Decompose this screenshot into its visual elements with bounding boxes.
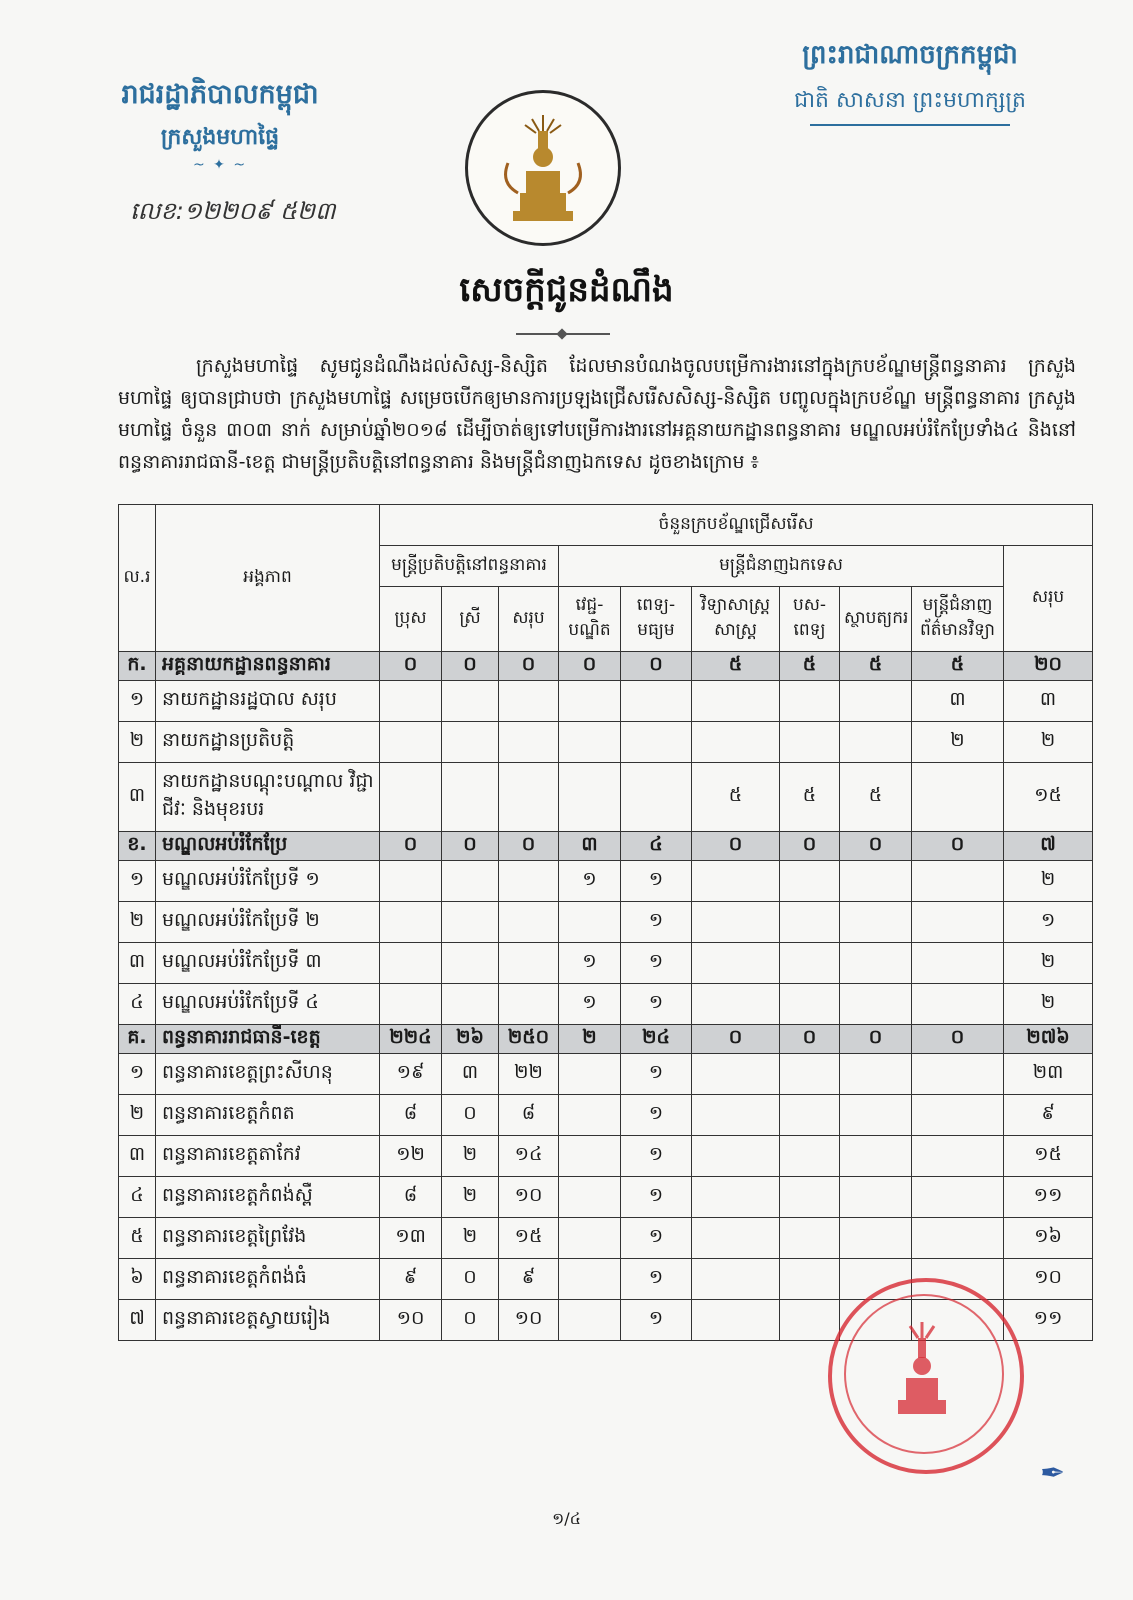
motto-underline [810, 124, 1010, 126]
table-row [119, 943, 1093, 984]
row-number: ២ [119, 902, 156, 943]
quota-cell: ១ [559, 984, 621, 1025]
quota-cell [780, 1218, 840, 1259]
header-pharmacist: បស- ពេទ្យ [780, 587, 840, 652]
quota-cell [840, 902, 912, 943]
quota-cell [380, 984, 442, 1025]
quota-cell: ១០ [380, 1300, 442, 1341]
quota-cell: ០ [442, 1095, 499, 1136]
quota-cell: ០ [780, 832, 840, 861]
quota-cell [692, 1054, 780, 1095]
quota-cell: ៤ [621, 832, 692, 861]
quota-cell [840, 722, 912, 763]
quota-cell: ១ [621, 943, 692, 984]
quota-cell: ០ [499, 832, 559, 861]
page-number: ១/៤ [552, 1509, 581, 1528]
quota-cell [692, 1095, 780, 1136]
row-total-cell: ១១ [1004, 1300, 1093, 1341]
row-entity-name: ពន្ធនាគារខេត្តកំពង់ធំ [156, 1259, 380, 1300]
quota-cell: ១៥ [499, 1218, 559, 1259]
quota-cell [499, 902, 559, 943]
quota-cell [692, 984, 780, 1025]
quota-cell: ៥ [840, 652, 912, 681]
quota-cell: ៣ [912, 681, 1004, 722]
row-number: ក. [119, 652, 156, 681]
quota-cell [840, 861, 912, 902]
quota-cell: ១ [621, 1177, 692, 1218]
document-number: លេខ:១២២០៩ ៥២៣ [130, 197, 336, 225]
table-row [119, 1095, 1093, 1136]
quota-cell [912, 861, 1004, 902]
quota-cell: ១ [559, 861, 621, 902]
row-number: ៦ [119, 1259, 156, 1300]
row-entity-name: ពន្ធនាគារខេត្តព្រៃវែង [156, 1218, 380, 1259]
row-entity-name: ពន្ធនាគារខេត្តកំពត [156, 1095, 380, 1136]
quota-cell: ០ [912, 832, 1004, 861]
row-entity-name: ពន្ធនាគារខេត្តព្រះសីហនុ [156, 1054, 380, 1095]
header-subtotal: សរុប [499, 587, 559, 652]
row-total-cell: ២ [1004, 984, 1093, 1025]
quota-cell: ០ [912, 1025, 1004, 1054]
quota-cell: ០ [380, 832, 442, 861]
header-no: ល.រ [119, 505, 156, 652]
row-entity-name: មណ្ឌលអប់រំកែប្រែទី ២ [156, 902, 380, 943]
quota-cell [380, 681, 442, 722]
row-total-cell: ២៣ [1004, 1054, 1093, 1095]
table-row [119, 861, 1093, 902]
quota-cell: ១ [559, 943, 621, 984]
quota-cell [692, 943, 780, 984]
quota-cell: ២២៤ [380, 1025, 442, 1054]
quota-cell: ១ [621, 1136, 692, 1177]
quota-cell: ១ [621, 1218, 692, 1259]
quota-cell [780, 722, 840, 763]
quota-cell [780, 1300, 840, 1341]
table-row [119, 763, 1093, 832]
quota-cell [621, 763, 692, 832]
row-number: ៣ [119, 1136, 156, 1177]
row-total-cell: ២ [1004, 722, 1093, 763]
quota-cell [559, 1054, 621, 1095]
quota-cell [692, 861, 780, 902]
quota-cell: ០ [442, 1259, 499, 1300]
quota-cell [380, 943, 442, 984]
row-entity-name: នាយកដ្ឋានប្រតិបត្តិ [156, 722, 380, 763]
row-number: ២ [119, 1095, 156, 1136]
row-number: ៣ [119, 763, 156, 832]
quota-cell [780, 902, 840, 943]
quota-cell [912, 1136, 1004, 1177]
quota-cell: ០ [621, 652, 692, 681]
header-male: ប្រុស [380, 587, 442, 652]
header-quota-group: ចំនួនក្របខ័ណ្ឌជ្រើសរើស [380, 505, 1093, 546]
row-number: ១ [119, 681, 156, 722]
quota-cell [380, 763, 442, 832]
quota-cell [380, 722, 442, 763]
quota-cell [692, 722, 780, 763]
header-mid-doctor: ពេទ្យ- មធ្យម [621, 587, 692, 652]
quota-cell [692, 1259, 780, 1300]
table-row [119, 1218, 1093, 1259]
quota-cell: ១០ [499, 1300, 559, 1341]
quota-cell [559, 681, 621, 722]
table-row [119, 681, 1093, 722]
quota-cell: ១ [621, 902, 692, 943]
kingdom-header [745, 38, 1075, 126]
quota-cell [559, 763, 621, 832]
table-row [119, 1054, 1093, 1095]
quota-cell: ១២ [380, 1136, 442, 1177]
quota-cell [499, 681, 559, 722]
quota-cell: ២ [442, 1218, 499, 1259]
row-total-cell: ២ [1004, 861, 1093, 902]
row-total-cell: ២៧៦ [1004, 1025, 1093, 1054]
quota-cell [780, 1054, 840, 1095]
row-entity-name: មណ្ឌលអប់រំកែប្រែ [156, 832, 380, 861]
quota-cell [442, 943, 499, 984]
quota-cell [559, 1095, 621, 1136]
recruitment-quota-table [118, 504, 1093, 1341]
row-entity-name: ពន្ធនាគារខេត្តតាកែវ [156, 1136, 380, 1177]
header-total: សរុប [1004, 546, 1093, 652]
row-total-cell: ១១ [1004, 1177, 1093, 1218]
quota-cell [780, 1259, 840, 1300]
quota-cell [780, 1095, 840, 1136]
header-doctor: វេជ្ជ- បណ្ឌិត [559, 587, 621, 652]
quota-cell [559, 1177, 621, 1218]
quota-cell: ០ [499, 652, 559, 681]
quota-cell: ៨ [380, 1177, 442, 1218]
quota-cell [780, 943, 840, 984]
quota-cell [840, 984, 912, 1025]
quota-cell [442, 722, 499, 763]
quota-cell [621, 681, 692, 722]
quota-cell [499, 861, 559, 902]
row-number: ៥ [119, 1218, 156, 1259]
quota-cell: ៥ [840, 763, 912, 832]
quota-cell [692, 902, 780, 943]
quota-cell [780, 861, 840, 902]
quota-cell [840, 1136, 912, 1177]
quota-cell: ៥ [780, 763, 840, 832]
row-total-cell: ៩ [1004, 1095, 1093, 1136]
row-total-cell: ១៥ [1004, 763, 1093, 832]
quota-cell: ៥ [912, 652, 1004, 681]
row-total-cell: ១៥ [1004, 1136, 1093, 1177]
quota-cell: ០ [380, 652, 442, 681]
row-entity-name: នាយកដ្ឋានបណ្ដុះបណ្ដាល វិជ្ជាជីវៈ និងមុខរបរ [156, 763, 380, 832]
row-total-cell: ៧ [1004, 832, 1093, 861]
quota-cell [912, 1054, 1004, 1095]
quota-cell: ១ [621, 861, 692, 902]
header-specialist-officers: មន្ត្រីជំនាញឯកទេស [559, 546, 1004, 587]
quota-cell [380, 902, 442, 943]
quota-cell [912, 1095, 1004, 1136]
quota-cell: ១៩ [380, 1054, 442, 1095]
quota-cell [912, 1177, 1004, 1218]
header-it-officer: មន្ត្រីជំនាញ ព័ត៌មានវិទ្យា [912, 587, 1004, 652]
quota-cell: ២ [442, 1177, 499, 1218]
quota-cell [499, 722, 559, 763]
signature-mark-icon: ✒ [1040, 1456, 1066, 1491]
quota-cell [692, 681, 780, 722]
quota-cell: ១០ [499, 1177, 559, 1218]
quota-cell: ០ [442, 652, 499, 681]
quota-cell [780, 1177, 840, 1218]
quota-cell: ២៤ [621, 1025, 692, 1054]
table-row [119, 902, 1093, 943]
official-seal-icon [828, 1278, 1024, 1474]
quota-cell [912, 984, 1004, 1025]
quota-cell [780, 1136, 840, 1177]
row-number: គ. [119, 1025, 156, 1054]
government-header [70, 78, 370, 173]
header-architect: ស្ថាបត្យករ [840, 587, 912, 652]
quota-cell: ០ [442, 832, 499, 861]
quota-cell: ០ [559, 652, 621, 681]
intro-paragraph: ក្រសួងមហាផ្ទៃ សូមជូនដំណឹងដល់សិស្ស-និស្សិត ដែលមានបំណងចូលបម្រើការងារនៅក្នុងក្របខ័ណ្ឌមន្ត្រីពន្ធនាគារ ក្រសួងមហាផ្ទៃ ឲ្យបានជ្រាបថា ក្រសួងមហាផ្ទៃ សម្រេចបើកឲ្យមានការប្រឡងជ្រើសរើសសិស្ស-និស្សិត បញ្ចូលក្នុងក្របខ័ណ្ឌ មន្ត្រីពន្ធនាគារ ក្រសួងមហាផ្ទៃ ចំនួន ៣០៣ នាក់ សម្រាប់ឆ្នាំ២០១៨ ដើម្បីចាត់ឲ្យទៅបម្រើការងារនៅអគ្គនាយកដ្ឋានពន្ធនាគារ មណ្ឌលអប់រំកែប្រែទាំង៤ និងនៅពន្ធនាគាររាជធានី-ខេត្ត ជាមន្ត្រីប្រតិបត្តិនៅពន្ធនាគារ និងមន្ត្រីជំនាញឯកទេស ដូចខាងក្រោម ៖ [118, 355, 1076, 473]
quota-cell: ១ [621, 1095, 692, 1136]
quota-cell [499, 984, 559, 1025]
quota-cell: ១ [621, 1300, 692, 1341]
quota-cell [559, 902, 621, 943]
quota-cell [442, 861, 499, 902]
quota-cell: ១ [621, 1259, 692, 1300]
quota-cell [380, 861, 442, 902]
quota-cell [912, 943, 1004, 984]
quota-cell [442, 681, 499, 722]
ornament-divider: ~ ✦ ~ [192, 157, 248, 173]
row-entity-name: អគ្គនាយកដ្ឋានពន្ធនាគារ [156, 652, 380, 681]
row-total-cell: ១ [1004, 902, 1093, 943]
quota-cell: ២២ [499, 1054, 559, 1095]
quota-cell: ៩ [380, 1259, 442, 1300]
row-total-cell: ២០ [1004, 652, 1093, 681]
quota-cell: ៥ [780, 652, 840, 681]
quota-cell [780, 681, 840, 722]
national-motto: ជាតិ សាសនា ព្រះមហាក្សត្រ [794, 88, 1026, 113]
quota-cell: ៩ [499, 1259, 559, 1300]
quota-cell: ១៣ [380, 1218, 442, 1259]
quota-cell: ០ [692, 1025, 780, 1054]
header-female: ស្រី [442, 587, 499, 652]
quota-cell [840, 1218, 912, 1259]
row-total-cell: ២ [1004, 943, 1093, 984]
table-row [119, 1177, 1093, 1218]
quota-cell [780, 984, 840, 1025]
quota-cell [559, 1300, 621, 1341]
quota-cell [559, 722, 621, 763]
row-number: ៤ [119, 984, 156, 1025]
row-entity-name: មណ្ឌលអប់រំកែប្រែទី ៤ [156, 984, 380, 1025]
quota-cell: ៥ [692, 763, 780, 832]
quota-cell: ១ [621, 984, 692, 1025]
quota-cell [840, 1054, 912, 1095]
row-number: ១ [119, 1054, 156, 1095]
row-entity-name: ពន្ធនាគាររាជធានី-ខេត្ត [156, 1025, 380, 1054]
quota-cell: ២ [442, 1136, 499, 1177]
title-divider [516, 333, 610, 335]
section-row [119, 832, 1093, 861]
header-exec-officers: មន្ត្រីប្រតិបត្តិនៅពន្ធនាគារ [380, 546, 559, 587]
quota-cell [442, 984, 499, 1025]
row-number: ២ [119, 722, 156, 763]
row-entity-name: មណ្ឌលអប់រំកែប្រែទី ១ [156, 861, 380, 902]
quota-cell [692, 1300, 780, 1341]
table-row [119, 1136, 1093, 1177]
row-total-cell: ៣ [1004, 681, 1093, 722]
quota-cell: ២ [912, 722, 1004, 763]
section-row [119, 1025, 1093, 1054]
row-number: ៣ [119, 943, 156, 984]
quota-cell [692, 1177, 780, 1218]
quota-cell [559, 1259, 621, 1300]
row-total-cell: ១០ [1004, 1259, 1093, 1300]
quota-cell [559, 1136, 621, 1177]
row-number: ៤ [119, 1177, 156, 1218]
quota-cell: ៨ [380, 1095, 442, 1136]
header-entity: អង្គភាព [156, 505, 380, 652]
row-entity-name: ពន្ធនាគារខេត្តកំពង់ស្ពឺ [156, 1177, 380, 1218]
table-row [119, 984, 1093, 1025]
quota-cell: ១៤ [499, 1136, 559, 1177]
quota-cell: ០ [442, 1300, 499, 1341]
row-total-cell: ១៦ [1004, 1218, 1093, 1259]
quota-cell [692, 1136, 780, 1177]
row-number: ៧ [119, 1300, 156, 1341]
quota-cell: ៣ [442, 1054, 499, 1095]
row-number: ១ [119, 861, 156, 902]
quota-cell: ២៦ [442, 1025, 499, 1054]
quota-cell: ២ [559, 1025, 621, 1054]
row-entity-name: ពន្ធនាគារខេត្តស្វាយរៀង [156, 1300, 380, 1341]
quota-cell: ០ [780, 1025, 840, 1054]
document-title: សេចក្ដីជូនដំណឹង [459, 270, 674, 310]
quota-cell [499, 763, 559, 832]
quota-cell [912, 763, 1004, 832]
quota-cell [442, 763, 499, 832]
kingdom-name: ព្រះរាជាណាចក្រកម្ពុជា [802, 40, 1018, 70]
row-entity-name: នាយកដ្ឋានរដ្ឋបាល សរុប [156, 681, 380, 722]
quota-cell: ០ [840, 832, 912, 861]
quota-cell [442, 902, 499, 943]
table-body [119, 652, 1093, 1341]
quota-cell [692, 1218, 780, 1259]
quota-cell [840, 1177, 912, 1218]
row-entity-name: មណ្ឌលអប់រំកែប្រែទី ៣ [156, 943, 380, 984]
quota-cell: ៣ [559, 832, 621, 861]
quota-cell: ១ [621, 1054, 692, 1095]
quota-cell: ៨ [499, 1095, 559, 1136]
quota-cell [912, 902, 1004, 943]
section-row [119, 652, 1093, 681]
table-row [119, 722, 1093, 763]
ministry-emblem-icon [465, 90, 621, 246]
quota-cell [840, 1095, 912, 1136]
quota-cell [840, 681, 912, 722]
quota-cell: ៥ [692, 652, 780, 681]
ministry-name: ក្រសួងមហាផ្ទៃ [160, 125, 280, 150]
header-psychology: វិទ្យាសាស្ត្រ សាស្ត្រ [692, 587, 780, 652]
quota-cell [621, 722, 692, 763]
quota-cell [559, 1218, 621, 1259]
quota-cell: ០ [840, 1025, 912, 1054]
quota-cell: ២៥០ [499, 1025, 559, 1054]
quota-cell: ០ [692, 832, 780, 861]
government-name: រាជរដ្ឋាភិបាលកម្ពុជា [121, 79, 319, 110]
quota-cell [499, 943, 559, 984]
quota-cell [840, 943, 912, 984]
row-number: ខ. [119, 832, 156, 861]
quota-cell [912, 1218, 1004, 1259]
